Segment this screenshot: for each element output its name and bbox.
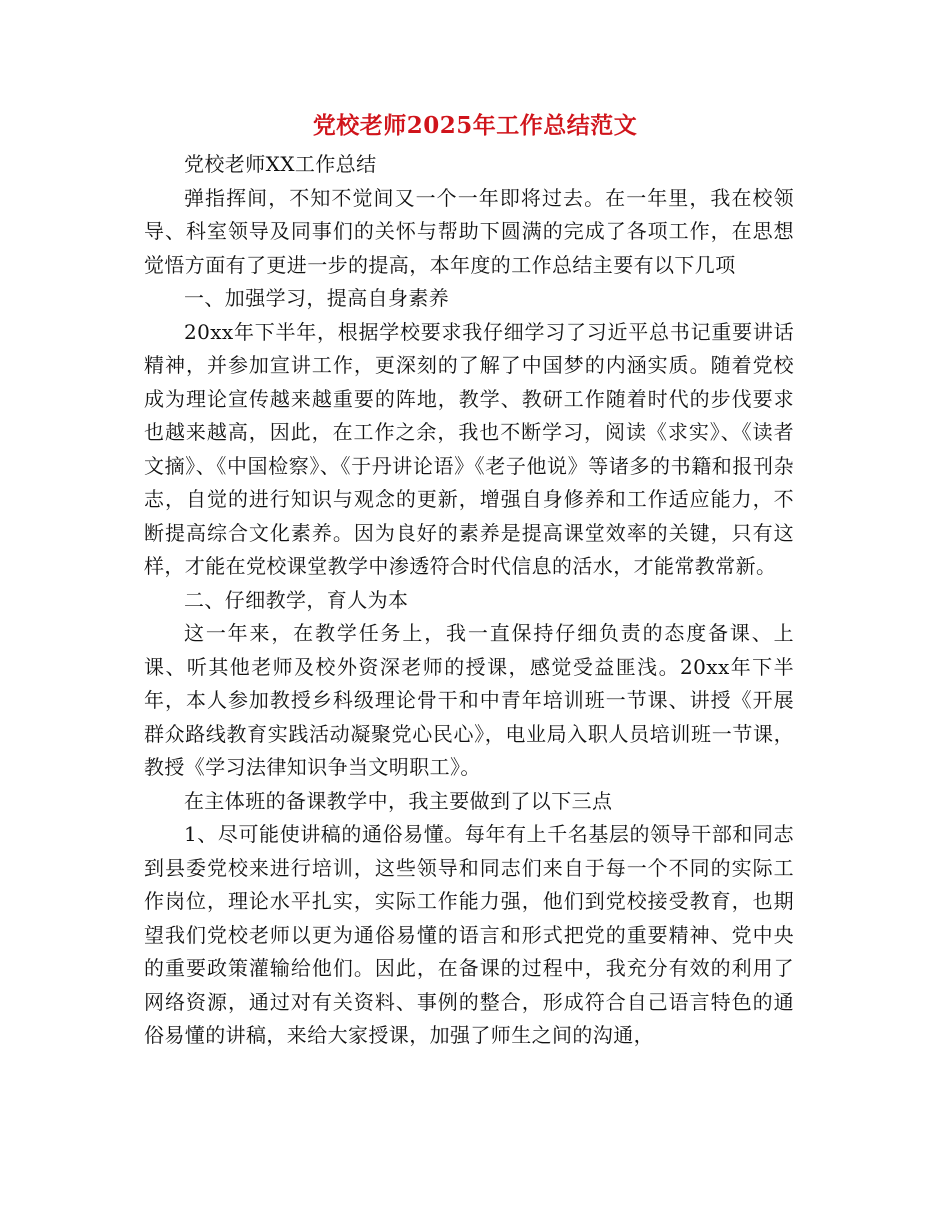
document-title: 党校老师2025年工作总结范文 — [312, 112, 638, 139]
section-heading-1: 一、加强学习，提高自身素养 — [184, 286, 450, 310]
section-heading-2: 二、仔细教学，育人为本 — [184, 587, 409, 612]
subtitle-paragraph: 党校老师XX工作总结 — [184, 152, 377, 176]
point-1-paragraph: 1、尽可能使讲稿的通俗易懂。每年有上千名基层的领导干部和同志到县委党校来进行培训，这些领导和同志们来自于每一个不同的实际工作岗位，理论水平扎实，实际工作能力强，他们到党校接受教育，也期望我们党校老师以更为通俗易懂的语言和形式把党的重要精神、党中央的重要政策灌输给他们。因此，在备课的过程中，我充分有效的利用了网络资源，通过对有关资料、事例的整合，形成符合自己语言特色的通俗易懂的讲稿，来给大家授课，加强了师生之间的沟通， — [144, 822, 794, 1047]
document-body — [144, 148, 794, 1053]
section-2-paragraph: 这一年来，在教学任务上，我一直保持仔细负责的态度备课、上课、听其他老师及校外资深老师的授课，感觉受益匪浅。20xx年下半年，本人参加教授乡科级理论骨干和中青年培训班一节课、讲授《开展群众路线教育实践活动凝聚党心民心》，电业局入职人员培训班一节课，教授《学习法律知识争当文明职工》。 — [144, 621, 794, 779]
section-2-lead-paragraph: 在主体班的备课教学中，我主要做到了以下三点 — [184, 788, 613, 813]
intro-paragraph: 弹指挥间，不知不觉间又一个一年即将过去。在一年里，我在校领导、科室领导及同事们的关怀与帮助下圆满的完成了各项工作，在思想觉悟方面有了更进一步的提高，本年度的工作总结主要有以下几项 — [144, 185, 794, 277]
section-1-paragraph: 20xx年下半年，根据学校要求我仔细学习了习近平总书记重要讲话精神，并参加宣讲工作，更深刻的了解了中国梦的内涵实质。随着党校成为理论宣传越来越重要的阵地，教学、教研工作随着时代的步伐要求也越来越高，因此，在工作之余，我也不断学习，阅读《求实》、《读者文摘》、《中国检察》、《于丹讲论语》《老子他说》等诸多的书籍和报刊杂志，自觉的进行知识与观念的更新，增强自身修养和工作适应能力，不断提高综合文化素养。因为良好的素养是提高课堂效率的关键，只有这样，才能在党校课堂教学中渗透符合时代信息的活水，才能常教常新。 — [144, 319, 794, 578]
